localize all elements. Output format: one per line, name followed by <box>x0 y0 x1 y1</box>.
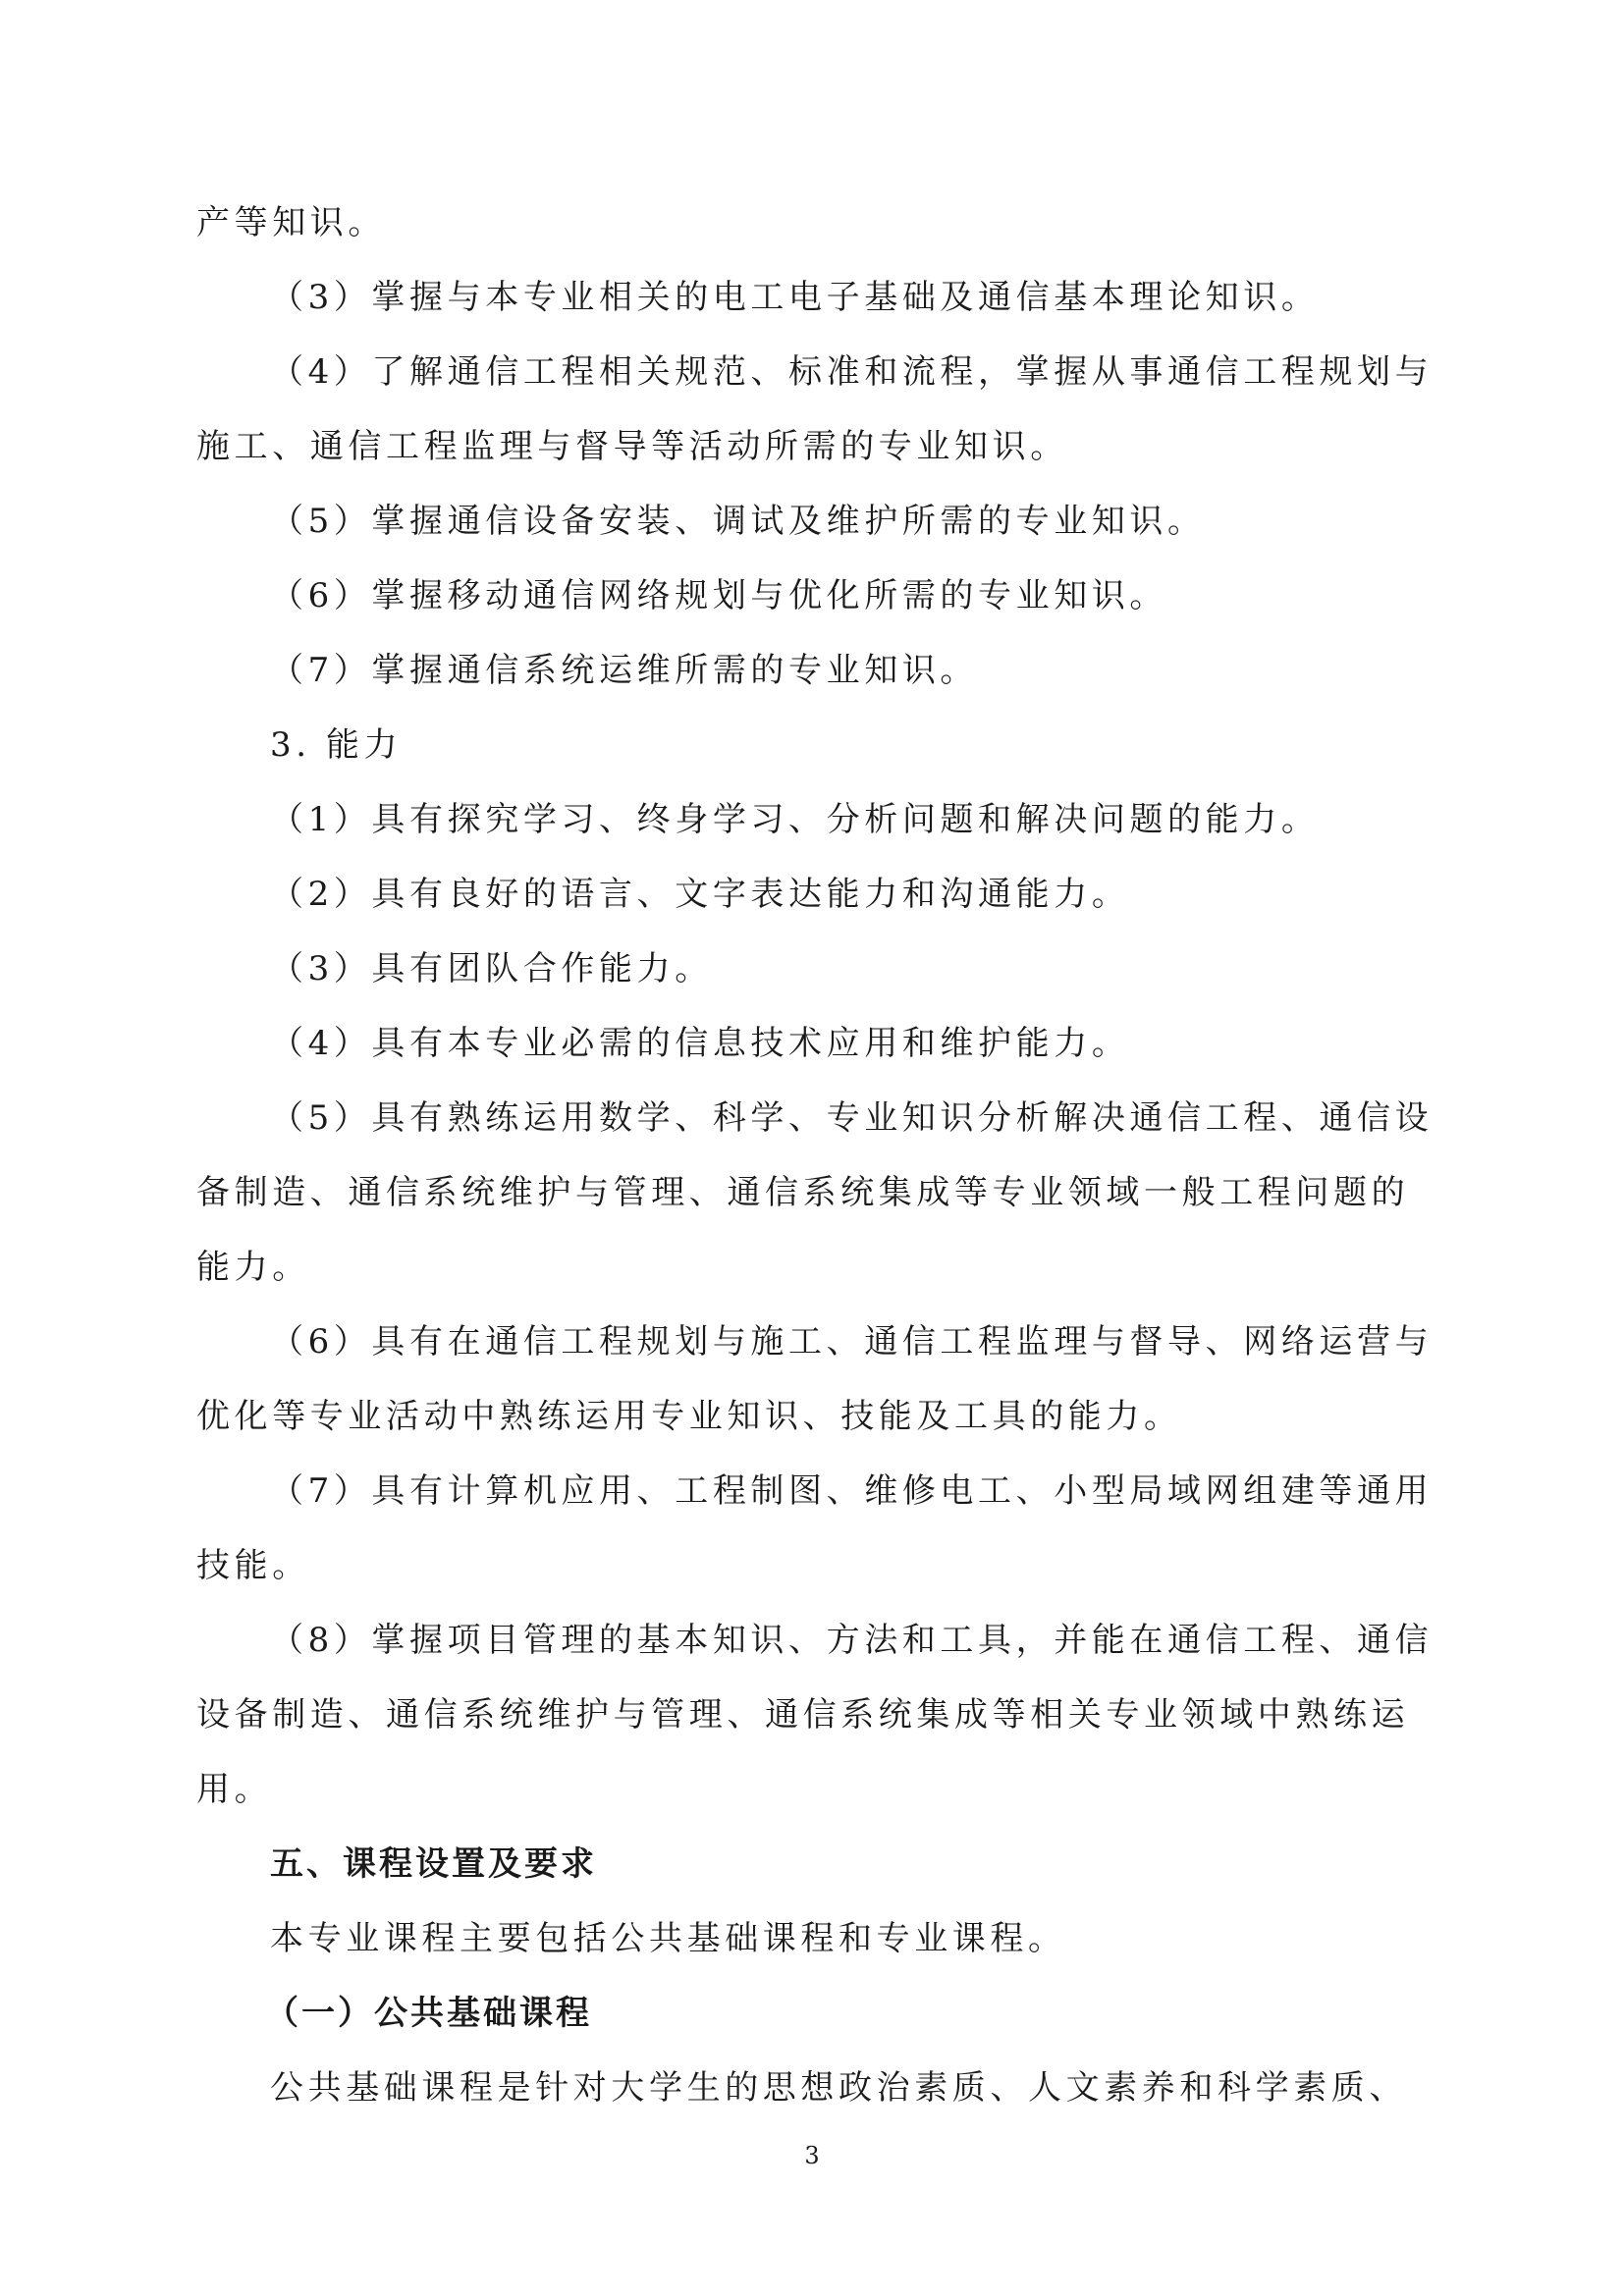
ability-item-5: （5）具有熟练运用数学、科学、专业知识分析解决通信工程、通信设 <box>270 1098 1434 1138</box>
paragraph-line: 备制造、通信系统维护与管理、通信系统集成等专业领域一般工程问题的 <box>196 1173 1410 1212</box>
paragraph-line: 优化等专业活动中熟练运用专业知识、技能及工具的能力。 <box>196 1397 1182 1436</box>
ability-item-8: （8）掌握项目管理的基本知识、方法和工具，并能在通信工程、通信 <box>270 1621 1434 1660</box>
paragraph-line: 产等知识。 <box>196 203 386 242</box>
paragraph-line: 用。 <box>196 1770 273 1809</box>
subsection-heading: （一）公共基础课程 <box>265 1994 592 2033</box>
section-heading: 五、课程设置及要求 <box>270 1844 597 1884</box>
ability-item-4: （4）具有本专业必需的信息技术应用和维护能力。 <box>270 1024 1130 1063</box>
page-number: 3 <box>804 2142 820 2169</box>
paragraph-line: 能力。 <box>196 1248 310 1287</box>
section-intro: 本专业课程主要包括公共基础课程和专业课程。 <box>270 1919 1066 1958</box>
ability-item-3: （3）具有团队合作能力。 <box>270 949 713 988</box>
knowledge-item-4: （4）了解通信工程相关规范、标准和流程，掌握从事通信工程规划与 <box>270 352 1434 392</box>
knowledge-item-5: （5）掌握通信设备安装、调试及维护所需的专业知识。 <box>270 502 1206 541</box>
paragraph-line: 设备制造、通信系统维护与管理、通信系统集成等相关专业领域中熟练运 <box>196 1695 1410 1735</box>
knowledge-item-3: （3）掌握与本专业相关的电工电子基础及通信基本理论知识。 <box>270 278 1320 317</box>
paragraph-line: 技能。 <box>196 1546 310 1585</box>
ability-item-7: （7）具有计算机应用、工程制图、维修电工、小型局域网组建等通用 <box>270 1471 1434 1511</box>
knowledge-item-6: （6）掌握移动通信网络规划与优化所需的专业知识。 <box>270 576 1168 615</box>
subsection-title-ability: 3. 能力 <box>270 725 403 765</box>
paragraph-line: 施工、通信工程监理与督导等活动所需的专业知识。 <box>196 427 1068 466</box>
ability-item-6: （6）具有在通信工程规划与施工、通信工程监理与督导、网络运营与 <box>270 1322 1434 1362</box>
knowledge-item-7: （7）掌握通信系统运维所需的专业知识。 <box>270 651 979 690</box>
ability-item-1: （1）具有探究学习、终身学习、分析问题和解决问题的能力。 <box>270 800 1320 839</box>
paragraph-line: 公共基础课程是针对大学生的思想政治素质、人文素养和科学素质、 <box>270 2068 1407 2108</box>
ability-item-2: （2）具有良好的语言、文字表达能力和沟通能力。 <box>270 875 1130 914</box>
